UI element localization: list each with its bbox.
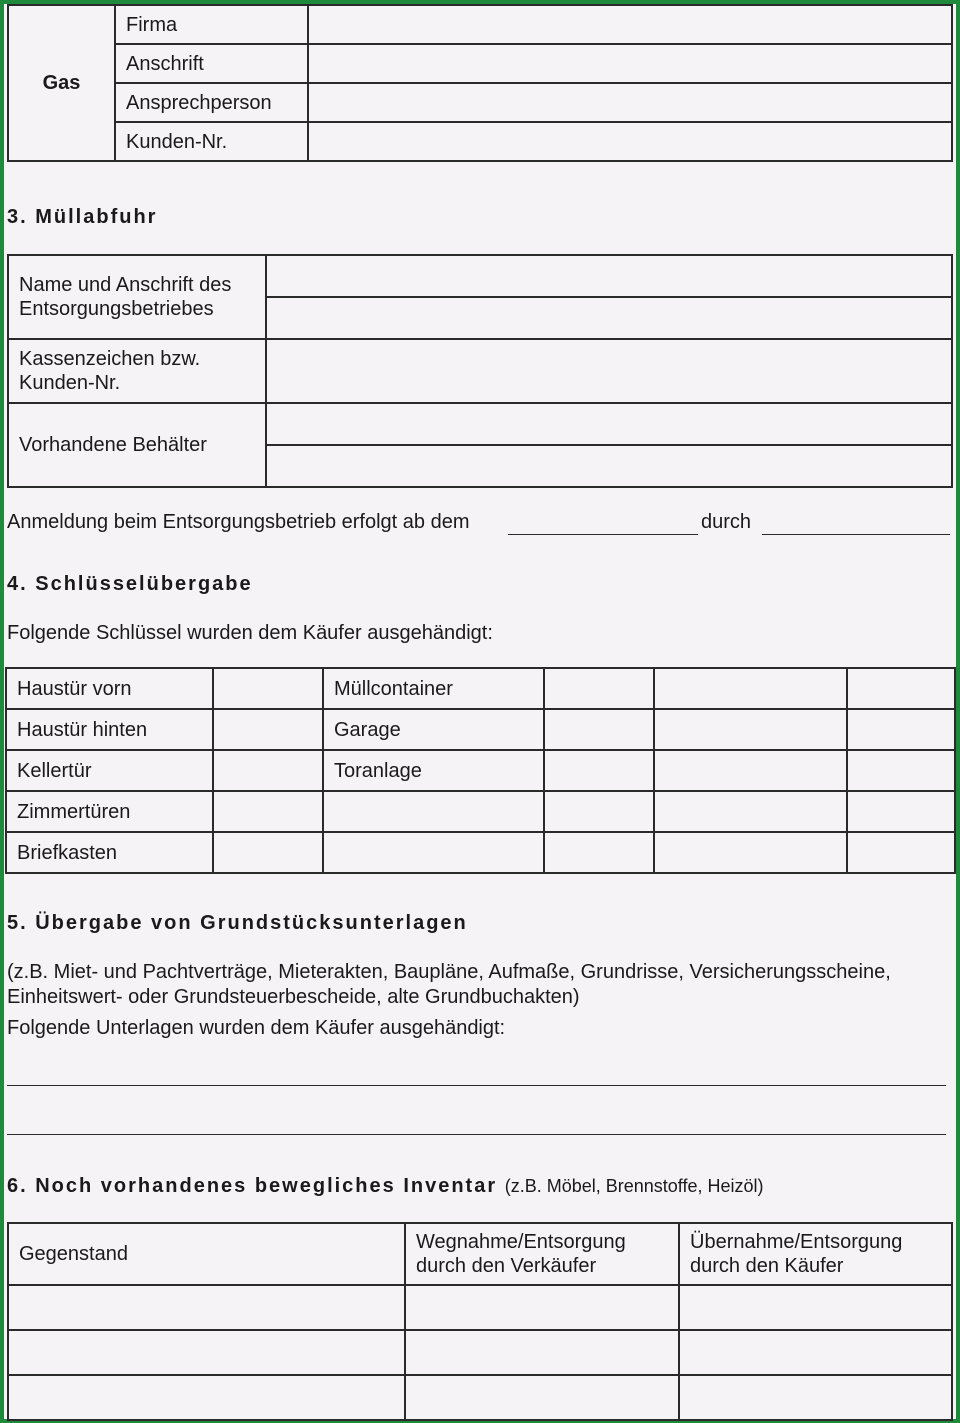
section6-note: (z.B. Möbel, Brennstoffe, Heizöl) [504,1176,764,1196]
key-count-field[interactable] [544,709,654,750]
gas-anschrift-field[interactable] [308,44,952,83]
documents-line-1[interactable] [7,1085,946,1086]
key-extra-label-field[interactable] [654,750,847,791]
key-extra-label-field[interactable] [654,791,847,832]
inventory-buyer-field[interactable] [679,1375,952,1420]
key-label [323,791,544,832]
gas-label: Gas [8,5,115,161]
key-count-field[interactable] [213,668,323,709]
key-extra-count-field[interactable] [847,750,955,791]
key-count-field[interactable] [213,709,323,750]
key-count-field[interactable] [544,832,654,873]
inventory-seller-field[interactable] [405,1375,679,1420]
inventory-seller-field[interactable] [405,1285,679,1330]
kassenzeichen-field[interactable] [266,339,952,403]
anmeldung-by-line[interactable] [762,534,950,535]
section4-intro: Folgende Schlüssel wurden dem Käufer ausgehändigt: [7,622,493,644]
key-extra-count-field[interactable] [847,791,955,832]
inventory-buyer-field[interactable] [679,1330,952,1375]
inventory-header-buyer: Übernahme/Entsorgung durch den Käufer [679,1223,952,1285]
keys-table [5,667,956,874]
key-extra-count-field[interactable] [847,832,955,873]
key-label: Haustür hinten [6,709,213,750]
anmeldung-prefix: Anmeldung beim Entsorgungsbetrieb erfolgt ab dem [7,511,470,533]
key-extra-label-field[interactable] [654,832,847,873]
key-label: Müllcontainer [323,668,544,709]
entsorger-field-1[interactable] [266,255,952,297]
gas-row-label: Anschrift [115,44,308,83]
behaelter-field-2[interactable] [266,445,952,487]
entsorger-field-2[interactable] [266,297,952,339]
inventory-item-field[interactable] [8,1285,405,1330]
inventory-header-item: Gegenstand [8,1223,405,1285]
key-count-field[interactable] [544,750,654,791]
anmeldung-date-line[interactable] [508,534,698,535]
gas-firma-field[interactable] [308,5,952,44]
key-label [323,832,544,873]
inventory-item-field[interactable] [8,1375,405,1420]
documents-line-2[interactable] [7,1134,946,1135]
inventory-table [7,1222,953,1421]
key-extra-count-field[interactable] [847,668,955,709]
key-extra-count-field[interactable] [847,709,955,750]
muell-table [7,254,953,488]
section4-title: 4. Schlüsselübergabe [7,573,253,595]
key-count-field[interactable] [213,750,323,791]
anmeldung-durch: durch [701,511,752,533]
section5-note-line2: Einheitswert- oder Grundsteuerbescheide, alte Grundbuchakten) [7,986,580,1008]
gas-ansprechperson-field[interactable] [308,83,952,122]
behaelter-field-1[interactable] [266,403,952,445]
gas-row-label: Firma [115,5,308,44]
key-extra-label-field[interactable] [654,709,847,750]
inventory-seller-field[interactable] [405,1330,679,1375]
key-label: Briefkasten [6,832,213,873]
key-count-field[interactable] [213,791,323,832]
gas-row-label: Kunden-Nr. [115,122,308,161]
key-count-field[interactable] [544,791,654,832]
key-count-field[interactable] [213,832,323,873]
key-label: Garage [323,709,544,750]
inventory-header-seller: Wegnahme/Entsorgung durch den Verkäufer [405,1223,679,1285]
gas-table [7,4,953,162]
muell-row-label: Name und Anschrift des Entsorgungsbetriebes [8,255,266,339]
section6-title: 6. Noch vorhandenes bewegliches Inventar [7,1175,498,1197]
section5-intro: Folgende Unterlagen wurden dem Käufer ausgehändigt: [7,1017,506,1039]
key-count-field[interactable] [544,668,654,709]
key-extra-label-field[interactable] [654,668,847,709]
key-label: Toranlage [323,750,544,791]
key-label: Haustür vorn [6,668,213,709]
gas-kunden-nr-field[interactable] [308,122,952,161]
section6-heading [7,1175,763,1198]
muell-row-label: Kassenzeichen bzw. Kunden-Nr. [8,339,266,403]
key-label: Zimmertüren [6,791,213,832]
muell-row-label: Vorhandene Behälter [8,403,266,487]
inventory-buyer-field[interactable] [679,1285,952,1330]
inventory-item-field[interactable] [8,1330,405,1375]
section5-note-line1: (z.B. Miet- und Pachtverträge, Mieterakten, Baupläne, Aufmaße, Grundrisse, Versicherungsscheine, [7,961,891,983]
section5-title: 5. Übergabe von Grundstücksunterlagen [7,912,468,934]
section3-title: 3. Müllabfuhr [7,206,158,228]
gas-row-label: Ansprechperson [115,83,308,122]
key-label: Kellertür [6,750,213,791]
